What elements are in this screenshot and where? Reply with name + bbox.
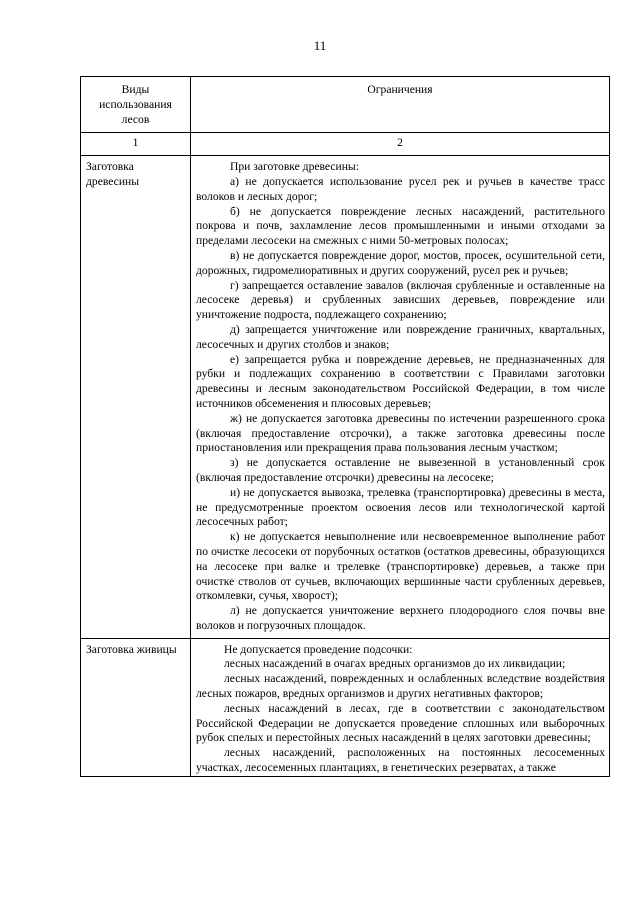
- header-forest-use-types: Виды использования лесов: [81, 77, 191, 133]
- paragraph: б) не допускается повреждение лесных насаждений, растительного покрова и почв, захламление лесов промышленными и иными отходами за пределами лесосеки на смежных с ними 50-метровых полосах;: [196, 204, 605, 248]
- row-restrictions-timber: [191, 156, 610, 639]
- column-number-row: [81, 133, 610, 156]
- page-number: 11: [313, 38, 327, 53]
- paragraph: а) не допускается использование русел рек и ручьев в качестве трасс волоков и лесных дорог;: [196, 174, 605, 203]
- paragraph: лесных насаждений, расположенных на постоянных лесосеменных участках, лесосеменных плантациях, в генетических резерватах, а также: [196, 746, 605, 775]
- paragraph: и) не допускается вывозка, трелевка (транспортировка) древесины в места, не предусмотренные проектом освоения лесов или технологической картой лесосечных работ;: [196, 485, 605, 529]
- column-number-1: 1: [81, 133, 191, 156]
- column-number-2: 2: [191, 133, 610, 156]
- table-row: [81, 156, 610, 639]
- paragraph: лесных насаждений, поврежденных и ослабленных вследствие воздействия лесных пожаров, вредных организмов и других негативных факторов;: [196, 672, 605, 701]
- table-row: [81, 638, 610, 776]
- paragraph: е) запрещается рубка и повреждение деревьев, не предназначенных для рубки и подлежащих сохранению в соответствии с Правилами заготовки древесины и лесным законодательством Российской Федерации, в том числе источников обсеменения и плюсовых деревьев;: [196, 352, 605, 410]
- paragraph: ж) не допускается заготовка древесины по истечении разрешенного срока (включая предоставление отсрочки), а также заготовка древесины после приостановления или прекращения права пользования лесным участком;: [196, 411, 605, 455]
- paragraph: к) не допускается невыполнение или несвоевременное выполнение работ по очистке лесосеки от порубочных остатков (остатков древесины, образующихся на лесосеке при валке и трелевке (транспортировке) деревьев, а также при очистке стволов от сучьев, включающих вершинные части срубленных деревьев, откомлевки, сучья, хворост);: [196, 530, 605, 603]
- paragraph: лесных насаждений в очагах вредных организмов до их ликвидации;: [224, 657, 566, 671]
- paragraph: лесных насаждений в лесах, где в соответствии с законодательством Российской Федерации не допускается проведение сплошных или выборочных рубок спелых и перестойных лесных насаждений в целях заготовки древесины;: [196, 701, 605, 745]
- paragraph: г) запрещается оставление завалов (включая срубленные и оставленные на лесосеке деревья) и срубленных зависших деревьев, повреждение или уничтожение подроста, подлежащего сохранению;: [196, 278, 605, 322]
- paragraph: При заготовке древесины:: [230, 160, 359, 174]
- paragraph: д) запрещается уничтожение или повреждение граничных, квартальных, лесосечных и других столбов и знаков;: [196, 322, 605, 351]
- restrictions-table: [80, 76, 610, 777]
- row-kind-timber-harvesting: Заготовка древесины: [81, 156, 191, 639]
- paragraph: з) не допускается оставление не вывезенной в установленный срок (включая предоставление отсрочки) древесины на лесосеке;: [196, 456, 605, 484]
- paragraph: л) не допускается уничтожение верхнего плодородного слоя почвы вне волоков и погрузочных площадок.: [196, 604, 605, 632]
- paragraph: Не допускается проведение подсочки:: [224, 642, 413, 656]
- header-restrictions: Ограничения: [191, 77, 610, 133]
- row-restrictions-resin: [191, 638, 610, 776]
- table-header-row: [81, 77, 610, 133]
- paragraph: в) не допускается повреждение дорог, мостов, просек, осушительной сети, дорожных, гидромелиоративных и других сооружений, русел рек и ручьев;: [196, 248, 605, 277]
- row-kind-resin-harvesting: Заготовка живицы: [81, 638, 191, 776]
